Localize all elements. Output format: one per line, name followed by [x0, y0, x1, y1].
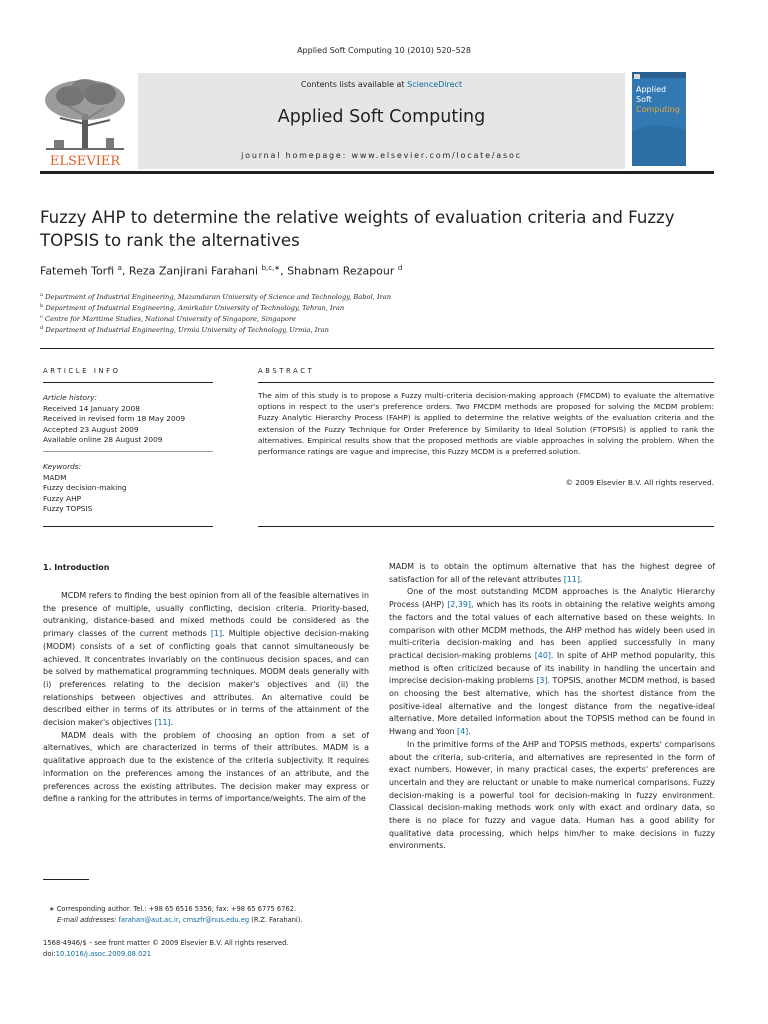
affiliation-mark: a: [40, 292, 43, 298]
journal-homepage: journal homepage: www.elsevier.com/locate/asoc: [241, 151, 522, 160]
abstract-rule: [258, 382, 714, 383]
article-info-bottom-rule: [43, 526, 213, 527]
article-history: [43, 393, 233, 446]
corresponding-author-contact: ∗ Corresponding author. Tel.: +98 65 6516 5356; fax: +98 65 6775 6762.: [49, 905, 297, 913]
body-text: , which has its roots in obtaining the relative weights among the factors and the total values of each alternative based on these weights. In comparison with other MCDM methods, the AHP method has widely been used in multi-criteria decision-making and has been applied successfully in many practical decision-making problems: [389, 600, 715, 660]
author-name: Shabnam Rezapour: [287, 264, 395, 278]
affiliation-text: Department of Industrial Engineering, Urmia University of Technology, Urmia, Iran: [45, 326, 329, 335]
contents-prefix: Contents lists available at: [300, 80, 408, 89]
history-entry: Available online 28 August 2009: [43, 435, 163, 444]
section-heading-introduction: 1. Introduction: [43, 563, 110, 572]
email-line: [43, 915, 373, 926]
sciencedirect-link[interactable]: ScienceDirect: [407, 80, 463, 89]
elsevier-tree-logo: [40, 76, 130, 168]
citation-link[interactable]: [11]: [154, 718, 171, 728]
email-link[interactable]: cmszfr@nus.edu.eg: [182, 915, 250, 924]
corresponding-author-footnote: [43, 904, 373, 925]
body-paragraph: In the primitive forms of the AHP and TOPSIS methods, experts' comparisons about the criteria, sub-criteria, and alternatives are represented in the form of exact numbers. However, in many practical cases, the experts' preferences are uncertain and they are reluctant or unable to make numerical comparisons. Fuzzy decision-making is a powerful tool for decision-making in fuzzy environment. Classical decision-making methods work only with exact and ordinary data, so there is no place for fuzzy and vague data. Human has a good ability for qualitative data processing, which helps him/her to make decisions in fuzzy environments.: [389, 739, 715, 851]
email-suffix: (R.Z. Farahani).: [249, 915, 303, 924]
body-column-left: [43, 590, 369, 806]
body-text: .: [468, 727, 471, 737]
elsevier-wordmark: ELSEVIER: [49, 154, 121, 168]
cover-title-line: Soft: [636, 95, 652, 104]
author-name: Reza Zanjirani Farahani: [128, 264, 259, 278]
affiliation-text: Centre for Maritime Studies, National University of Singapore, Singapore: [44, 315, 297, 324]
history-entry: Received in revised form 18 May 2009: [43, 414, 186, 423]
body-paragraph: [43, 590, 369, 730]
affiliation-mark: d: [40, 325, 44, 331]
issn-footer: [43, 938, 373, 959]
contents-available-line: [138, 80, 625, 89]
cover-title-line: Applied: [636, 85, 667, 94]
article-title: [40, 206, 720, 252]
doi-link[interactable]: 10.1016/j.asoc.2009.08.021: [55, 949, 152, 958]
doi-prefix: doi:: [43, 949, 56, 958]
body-text: . TOPSIS, another MCDM method, is based on choosing the best alternative, which has the shortest distance from the positive-ideal alternative and the longest distance from the negative-ideal alternative. More detailed information about the TOPSIS method can be found in Hwang and Yoon: [389, 676, 715, 737]
keywords-label: Keywords:: [43, 462, 82, 471]
body-paragraph: MADM deals with the problem of choosing an option from a set of alternatives, which are characterized in terms of their attributes. MADM is a qualitative approach due to the existence of the criteria subjectivity. It requires information on the preferences among the instances of an attribute, and the preferences across the existing attributes. The decision maker may express or define a ranking for the attributes in terms of importance/weights. The aim of the: [43, 730, 369, 804]
section-divider: [40, 348, 714, 349]
keyword: Fuzzy decision-making: [43, 483, 127, 492]
body-text: . Multiple objective decision-making (MODM) consists of a set of conflicting goals that cannot simultaneously be achieved. It concentrates invariably on the continuous decision spaces, and can be solved by mathematical programming techniques. MODM deals generally with (i) preferences relating to the decision maker's objectives and (ii) the relationships between objectives and attributes. An alternative could be described either in terms of its attributes or in terms of the attainment of the decision maker's objectives: [43, 629, 370, 728]
footnote-rule: [43, 879, 89, 880]
citation-link[interactable]: [3]: [536, 676, 548, 686]
abstract-bottom-rule: [258, 526, 714, 527]
body-text: MCDM refers to finding the best opinion from all of the feasible alternatives in the presence of multiple, usually conflicting, decision criteria. Priority-based, outranking, distance-based and mixed methods could be considered as the primary classes of the current methods: [43, 591, 369, 639]
journal-cover-thumbnail: [632, 72, 686, 166]
citation-link[interactable]: [1]: [210, 629, 223, 639]
article-info-rule: [43, 382, 213, 383]
body-text: One of the most outstanding MCDM approaches is the Analytic Hierarchy Process (AHP): [389, 587, 715, 610]
author-name: Fatemeh Torfi: [40, 264, 115, 278]
citation-link[interactable]: [11]: [563, 574, 580, 584]
keywords: [43, 462, 233, 515]
abstract-heading: ABSTRACT: [258, 367, 315, 375]
email-label: E-mail addresses:: [57, 915, 119, 924]
body-column-right: [389, 561, 715, 853]
article-info-heading: ARTICLE INFO: [43, 367, 121, 375]
affiliation-text: Department of Industrial Engineering, Amirkabir University of Technology, Tehran, Iran: [45, 304, 345, 313]
body-text: MADM is to obtain the optimum alternative that has the highest degree of satisfaction for all of the relevant attributes: [389, 562, 715, 584]
body-text: . In spite of AHP method popularity, this method is often criticized because of its inability in handling the uncertain and imprecise decision-making problems: [389, 650, 715, 686]
keyword: MADM: [43, 472, 67, 482]
article-history-label: Article history:: [43, 393, 97, 402]
journal-citation: Applied Soft Computing 10 (2010) 520–528: [297, 46, 471, 55]
abstract-copyright: © 2009 Elsevier B.V. All rights reserved.: [565, 478, 714, 487]
author-affiliation-mark[interactable]: a: [117, 264, 122, 272]
history-entry: Received 14 January 2008: [43, 403, 140, 413]
email-separator: ,: [178, 915, 183, 924]
keyword: Fuzzy AHP: [43, 493, 82, 503]
issn-line: 1568-4946/$ – see front matter © 2009 Elsevier B.V. All rights reserved.: [43, 939, 289, 947]
cover-title-line: Computing: [636, 105, 680, 114]
journal-name: Applied Soft Computing: [277, 107, 486, 127]
history-divider: [43, 451, 213, 452]
body-text: .: [170, 718, 174, 728]
abstract-text: The aim of this study is to propose a Fuzzy multi-criteria decision-making approach (FMCDM) to evaluate the alternative options in respect to the user's preference orders. Two FMCDM methods are proposed for solving the MCDM problem: Fuzzy Analytic Hierarchy Process (FAHP) is applied to determine the relative weights of the evaluation criteria and the extension of the Fuzzy Technique for Order Preference by Similarity to Ideal Solution (FTOPSIS) is applied to rank the alternatives. Empirical results show that the proposed methods are viable approaches in solving the problem. When the performance ratings are vague and imprecise, this Fuzzy MCDM is a preferred solution.: [258, 391, 714, 457]
author-list: Fatemeh Torfi $^a$, Reza Zanjirani Farahani $^{b,c,∗}$, Shabnam Rezapour $^d$: [40, 264, 403, 278]
email-link[interactable]: farahan@aut.ac.ir: [118, 915, 179, 924]
keyword: Fuzzy TOPSIS: [43, 504, 93, 513]
body-paragraph: [389, 586, 715, 738]
author-affiliation-mark[interactable]: d: [397, 264, 403, 272]
doi-line: [43, 949, 373, 960]
article-title-line: Fuzzy AHP to determine the relative weights of evaluation criteria and Fuzzy: [40, 208, 675, 227]
citation-link[interactable]: [40]: [534, 650, 551, 660]
affiliation: [40, 323, 720, 336]
affiliation-mark: c: [40, 314, 43, 320]
journal-masthead: [138, 73, 625, 169]
body-text: .: [579, 574, 583, 584]
body-paragraph: [389, 561, 715, 586]
history-entry: Accepted 23 August 2009: [43, 424, 139, 434]
author-affiliation-mark[interactable]: b,c,∗: [261, 264, 281, 272]
header-rule: [40, 171, 714, 174]
citation-link[interactable]: [4]: [457, 727, 469, 737]
affiliation-mark: b: [40, 303, 44, 309]
citation-link[interactable]: [2,39]: [447, 600, 471, 610]
article-title-line: TOPSIS to rank the alternatives: [40, 231, 300, 250]
affiliation-text: Department of Industrial Engineering, Mazandaran University of Science and Technology, Babol, Iran: [45, 293, 392, 302]
